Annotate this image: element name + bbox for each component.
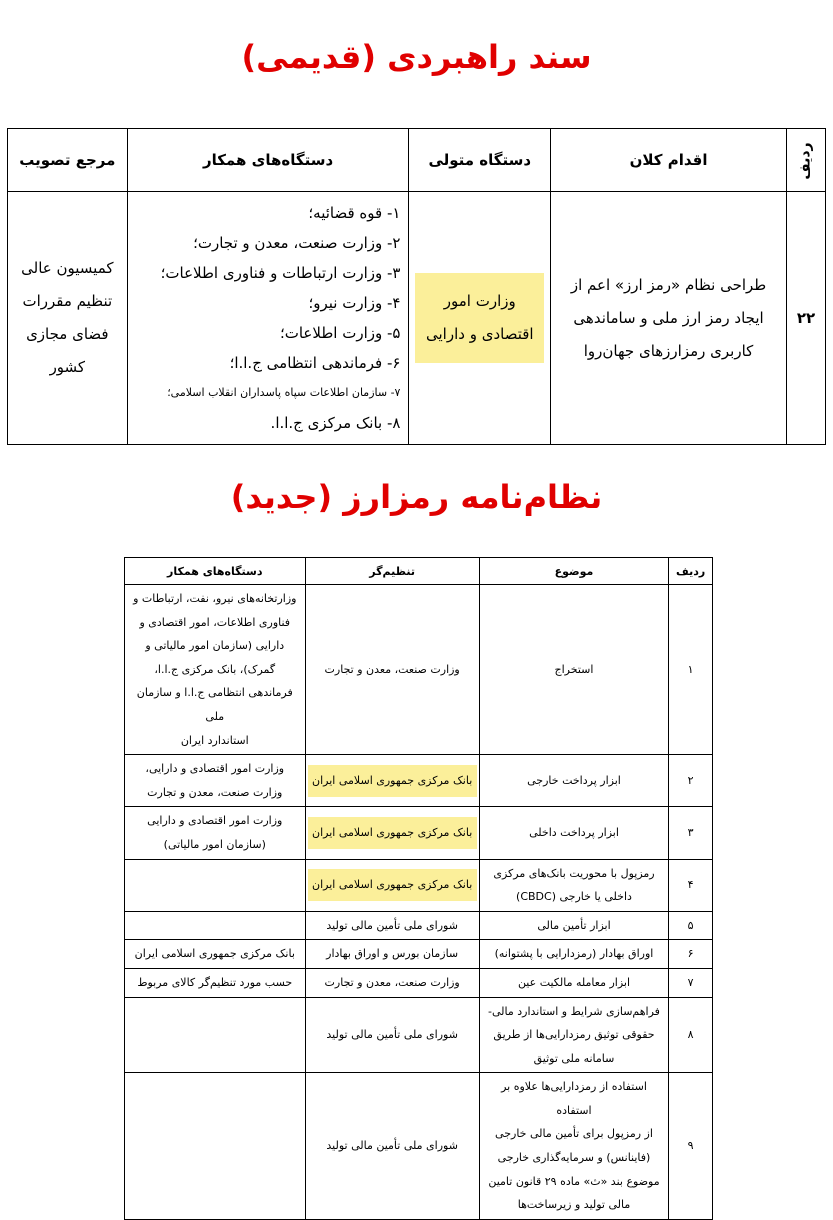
action-line: طراحی نظام «رمز ارز» اعم از: [570, 275, 767, 294]
subject-line: موضوع بند «ث» ماده ۲۹ قانون تامین: [488, 1174, 660, 1188]
partner-item: ۵- وزارت اطلاعات؛: [279, 324, 401, 342]
partner-line: وزارت صنعت، معدن و تجارت: [147, 785, 283, 799]
new-header-row-number: ردیف: [669, 558, 713, 585]
row-partners: [125, 1073, 306, 1220]
partner-line: حسب مورد تنظیم‌گر کالای مربوط: [137, 975, 293, 989]
row-number: ۱: [669, 585, 713, 755]
row-number: ۲: [669, 755, 713, 807]
row-regulator: [305, 807, 479, 859]
table-row: [125, 997, 713, 1073]
row-number: ۵: [669, 911, 713, 940]
row-subject: [479, 968, 668, 997]
new-header-subject: موضوع: [479, 558, 668, 585]
partner-item: ۲- وزارت صنعت، معدن و تجارت؛: [193, 234, 401, 252]
subject-line: رمزپول با محوریت بانک‌های مرکزی: [493, 866, 655, 880]
old-row-number: ۲۲: [787, 192, 826, 445]
subject-line: حقوقی توثیق رمزدارایی‌ها از طریق: [493, 1028, 655, 1042]
partner-line: (سازمان امور مالیاتی): [163, 837, 266, 851]
new-table-header-row: [125, 558, 713, 585]
row-partners: [125, 940, 306, 969]
subject-line: فراهم‌سازی شرایط و استاندارد مالی-: [488, 1004, 660, 1018]
row-regulator: [305, 1073, 479, 1220]
regulator-line: شورای ملی تأمین مالی تولید: [326, 918, 458, 932]
subject-line: ابزار پرداخت خارجی: [527, 773, 621, 787]
row-number: ۳: [669, 807, 713, 859]
table-row: [125, 807, 713, 859]
table-row: [125, 859, 713, 911]
partner-item: ۷- سازمان اطلاعات سپاه پاسداران انقلاب اسلامی؛: [167, 386, 401, 399]
partner-item: ۳- وزارت ارتباطات و فناوری اطلاعات؛: [160, 264, 401, 282]
highlighted-regulator: [308, 817, 477, 849]
old-table-header-row: [8, 129, 826, 192]
row-regulator: [305, 997, 479, 1073]
row-number: ۴: [669, 859, 713, 911]
row-partners: [125, 807, 306, 859]
highlighted-regulator: [308, 869, 477, 901]
row-subject: [479, 807, 668, 859]
row-regulator: [305, 911, 479, 940]
row-partners: [125, 859, 306, 911]
subject-line: اوراق بهادار (رمزدارایی با پشتوانه): [494, 947, 654, 961]
table-row: [125, 940, 713, 969]
new-table-body: [125, 585, 713, 1220]
approval-line: فضای مجازی: [26, 325, 109, 343]
partner-line: دارایی (سازمان امور مالیاتی و: [145, 639, 285, 653]
highlighted-responsible: [415, 273, 544, 363]
new-regulation-table: [124, 557, 713, 1220]
partner-line: وزارت امور اقتصادی و دارایی،: [145, 762, 285, 776]
regulator-line: بانک مرکزی جمهوری اسلامی ایران: [312, 878, 473, 892]
old-row-partners: [127, 192, 409, 445]
old-document-title: سند راهبردی (قدیمی): [241, 38, 592, 76]
row-subject: [479, 755, 668, 807]
regulator-line: شورای ملی تأمین مالی تولید: [326, 1139, 458, 1153]
row-subject: [479, 859, 668, 911]
partner-line: وزارتخانه‌های نیرو، نفت، ارتباطات و: [133, 592, 297, 605]
old-row-action: [551, 192, 787, 445]
regulator-line: بانک مرکزی جمهوری اسلامی ایران: [312, 773, 473, 787]
subject-line: از رمزپول برای تأمین مالی خارجی: [495, 1127, 653, 1141]
partner-line: فرماندهی انتظامی ج.ا.ا و سازمان ملی: [136, 686, 293, 723]
subject-line: (فاینانس) و سرمایه‌گذاری خارجی: [497, 1151, 651, 1165]
row-subject: [479, 997, 668, 1073]
partner-line: فناوری اطلاعات، امور اقتصادی و: [139, 615, 291, 629]
old-header-row-number: ردیف: [787, 129, 826, 192]
subject-line: استفاده از رمزدارایی‌ها علاوه بر استفاده: [501, 1080, 647, 1117]
subject-line: سامانه ملی توثیق: [533, 1051, 615, 1065]
row-number: ۸: [669, 997, 713, 1073]
new-document-title: نظام‌نامه رمزارز (جدید): [230, 478, 603, 516]
subject-line: استخراج: [554, 662, 594, 676]
subject-line: ابزار تأمین مالی: [537, 918, 611, 932]
table-row: [125, 1073, 713, 1220]
subject-line: داخلی یا خارجی (CBDC): [516, 890, 632, 904]
old-row-responsible: [409, 192, 551, 445]
regulator-line: وزارت صنعت، معدن و تجارت: [324, 975, 460, 989]
row-subject: [479, 911, 668, 940]
old-header-approval: مرجع تصویب: [8, 129, 128, 192]
partner-item: ۴- وزارت نیرو؛: [308, 294, 401, 312]
subject-line: مالی تولید و زیرساخت‌ها: [517, 1198, 631, 1212]
table-row: [125, 585, 713, 755]
row-partners: [125, 968, 306, 997]
approval-line: کشور: [49, 358, 86, 376]
partner-line: بانک مرکزی جمهوری اسلامی ایران: [134, 947, 295, 961]
approval-line: کمیسیون عالی: [21, 259, 114, 277]
regulator-line: بانک مرکزی جمهوری اسلامی ایران: [312, 826, 473, 840]
table-row: [125, 968, 713, 997]
subject-line: ابزار معامله مالکیت عین: [517, 975, 631, 989]
table-row: [125, 911, 713, 940]
row-subject: [479, 940, 668, 969]
partner-item: ۱- قوه قضائیه؛: [308, 204, 401, 222]
row-subject: [479, 585, 668, 755]
new-header-partners: دستگاه‌های همکار: [125, 558, 306, 585]
action-line: کاربری رمزارزهای جهان‌روا: [583, 341, 754, 360]
row-partners: [125, 585, 306, 755]
regulator-line: وزارت صنعت، معدن و تجارت: [324, 662, 460, 676]
row-number: ۷: [669, 968, 713, 997]
table-row: [125, 755, 713, 807]
row-partners: [125, 755, 306, 807]
regulator-line: سازمان بورس و اوراق بهادار: [326, 947, 459, 961]
old-strategy-table: [7, 128, 826, 445]
row-subject: [479, 1073, 668, 1220]
subject-line: ابزار پرداخت داخلی: [529, 826, 619, 840]
responsible-line: وزارت امور: [443, 292, 516, 310]
regulator-line: شورای ملی تأمین مالی تولید: [326, 1028, 458, 1042]
row-regulator: [305, 940, 479, 969]
partner-line: استاندارد ایران: [180, 733, 249, 747]
partner-line: وزارت امور اقتصادی و دارایی: [147, 814, 283, 828]
row-regulator: [305, 859, 479, 911]
old-row-approval: [8, 192, 128, 445]
partner-item: ۶- فرماندهی انتظامی ج.ا.ا؛: [229, 354, 401, 372]
row-regulator: [305, 968, 479, 997]
action-line: ایجاد رمز ارز ملی و ساماندهی: [573, 308, 764, 327]
row-regulator: [305, 585, 479, 755]
old-table-row: [8, 192, 826, 445]
row-regulator: [305, 755, 479, 807]
highlighted-regulator: [308, 765, 477, 797]
old-header-partners: دستگاه‌های همکار: [127, 129, 409, 192]
old-header-responsible: دستگاه متولی: [409, 129, 551, 192]
partner-item: ۸- بانک مرکزی ج.ا.ا.: [270, 414, 401, 432]
partner-line: گمرک)، بانک مرکزی ج.ا.ا،: [154, 662, 276, 676]
old-header-action: اقدام کلان: [551, 129, 787, 192]
row-partners: [125, 911, 306, 940]
row-partners: [125, 997, 306, 1073]
new-header-regulator: تنظیم‌گر: [305, 558, 479, 585]
approval-line: تنظیم مقررات: [22, 292, 113, 310]
responsible-line: اقتصادی و دارایی: [425, 325, 534, 343]
row-number: ۹: [669, 1073, 713, 1220]
row-number: ۶: [669, 940, 713, 969]
